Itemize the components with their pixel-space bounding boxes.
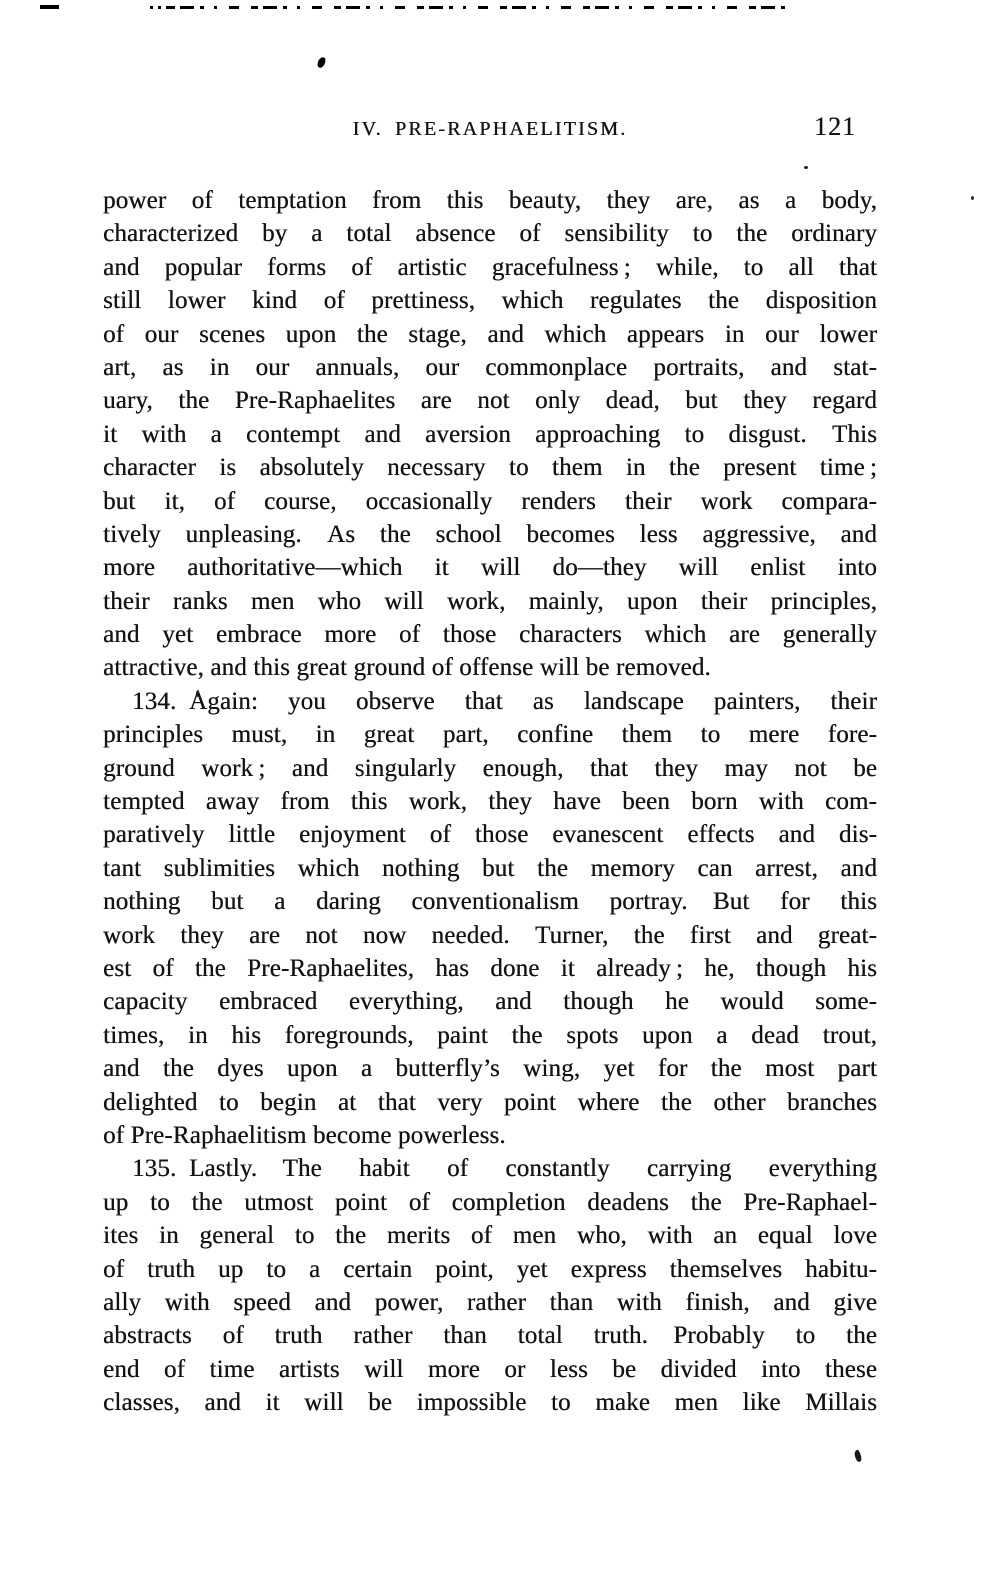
body-text-line: uary, the Pre-Raphaelites are not only dead, but they regard — [103, 387, 877, 415]
body-text-line: end of time artists will more or less be divided into these — [103, 1355, 877, 1383]
page-number: 121 — [814, 112, 856, 141]
scan-artifact-comma — [853, 1449, 863, 1462]
body-text-line: up to the utmost point of completion deadens the Pre-Raphael- — [103, 1188, 877, 1216]
body-text-line: est of the Pre-Raphaelites, has done it already ; he, though his — [103, 954, 877, 982]
body-text-line: and the dyes upon a butterfly’s wing, yet for the most part — [103, 1055, 877, 1083]
body-text-line: tant sublimities which nothing but the memory can arrest, and — [103, 854, 877, 882]
body-text-line: times, in his foregrounds, paint the spots upon a dead trout, — [103, 1021, 877, 1049]
body-text-line: their ranks men who will work, mainly, upon their principles, — [103, 587, 877, 615]
body-text-line: ally with speed and power, rather than with finish, and give — [103, 1288, 877, 1316]
scan-artifact-dashed-rule — [168, 6, 790, 9]
body-text-line: characterized by a total absence of sensibility to the ordinary — [103, 220, 877, 248]
body-text-line-paragraph-135: 135. Lastly. The habit of constantly carrying everything — [132, 1155, 877, 1183]
body-text-line: it with a contempt and aversion approaching to disgust. This — [103, 420, 877, 448]
body-text-line: of truth up to a certain point, yet express themselves habitu- — [103, 1255, 877, 1283]
body-text-line: attractive, and this great ground of offense will be removed. — [103, 654, 711, 682]
body-text-line: abstracts of truth rather than total truth. Probably to the — [103, 1322, 877, 1350]
scan-artifact-speck — [971, 196, 974, 200]
body-text-line: power of temptation from this beauty, they are, as a body, — [103, 187, 877, 214]
body-text-line: classes, and it will be impossible to make men like Millais — [103, 1389, 877, 1417]
body-text-line: character is absolutely necessary to them in the present time ; — [103, 454, 877, 482]
body-text-line: art, as in our annuals, our commonplace portraits, and stat- — [103, 353, 877, 381]
body-text-line: but it, of course, occasionally renders their work compara- — [103, 487, 877, 515]
body-text-line: ites in general to the merits of men who, with an equal love — [103, 1222, 877, 1250]
body-text-line: and popular forms of artistic gracefulness ; while, to all that — [103, 253, 877, 281]
scan-artifact-dash — [40, 5, 59, 9]
body-text-line: principles must, in great part, confine them to mere fore- — [103, 721, 877, 749]
body-text-line: more authoritative—which it will do—they will enlist into — [103, 554, 877, 582]
scan-artifact-speck — [804, 166, 808, 169]
body-text-line: still lower kind of prettiness, which regulates the disposition — [103, 287, 877, 315]
body-text-line: of our scenes upon the stage, and which appears in our lower — [103, 320, 877, 348]
scan-artifact-ink-blob — [317, 56, 327, 69]
body-text-line: of Pre-Raphaelitism become powerless. — [103, 1121, 506, 1149]
body-text-line: delighted to begin at that very point where the other branches — [103, 1088, 877, 1116]
body-text-line: ground work ; and singularly enough, that they may not be — [103, 754, 877, 782]
body-text-line: and yet embrace more of those characters which are generally — [103, 621, 877, 649]
body-text-line: work they are not now needed. Turner, the first and great- — [103, 921, 877, 949]
body-text-line: tempted away from this work, they have been born with com- — [103, 788, 877, 816]
body-text-line: nothing but a daring conventionalism portray. But for this — [103, 888, 877, 916]
body-text — [103, 184, 877, 1419]
body-text-line-paragraph-134: 134. Again: you observe that as landscape painters, their — [132, 687, 877, 715]
body-text-line: capacity embraced everything, and though he would some- — [103, 988, 877, 1016]
body-text-line: tively unpleasing. As the school becomes less aggressive, and — [103, 520, 877, 548]
running-header-title: IV. PRE-RAPHAELITISM. — [352, 118, 628, 140]
body-text-line: paratively little enjoyment of those evanescent effects and dis- — [103, 821, 877, 849]
